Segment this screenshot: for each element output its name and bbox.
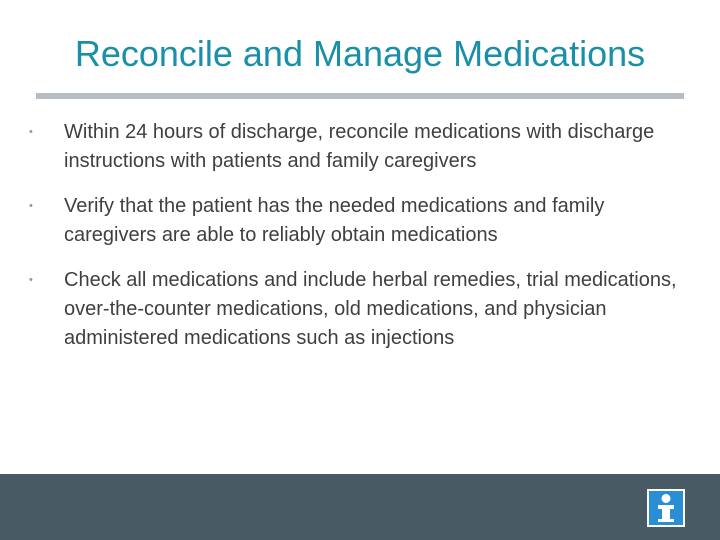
bullet-item — [28, 192, 698, 250]
footer-bar — [0, 474, 720, 540]
bullet-marker: • — [29, 126, 33, 138]
bullet-marker: • — [29, 274, 33, 286]
bullet-text: Check all medications and include herbal remedies, trial medications, over-the-counter medications, old medications, and physician administered medications such as injections — [64, 269, 677, 349]
bullet-list — [28, 118, 698, 369]
title-divider — [36, 93, 684, 99]
bullet-text: Within 24 hours of discharge, reconcile medications with discharge instructions with patients and family caregivers — [64, 121, 655, 172]
slide-title: Reconcile and Manage Medications — [74, 33, 646, 74]
bullet-item — [28, 118, 698, 176]
bullet-text: Verify that the patient has the needed medications and family caregivers are able to reliably obtain medications — [64, 195, 605, 246]
bullet-marker: • — [29, 200, 33, 212]
bullet-item — [28, 266, 698, 353]
info-icon — [647, 489, 685, 527]
